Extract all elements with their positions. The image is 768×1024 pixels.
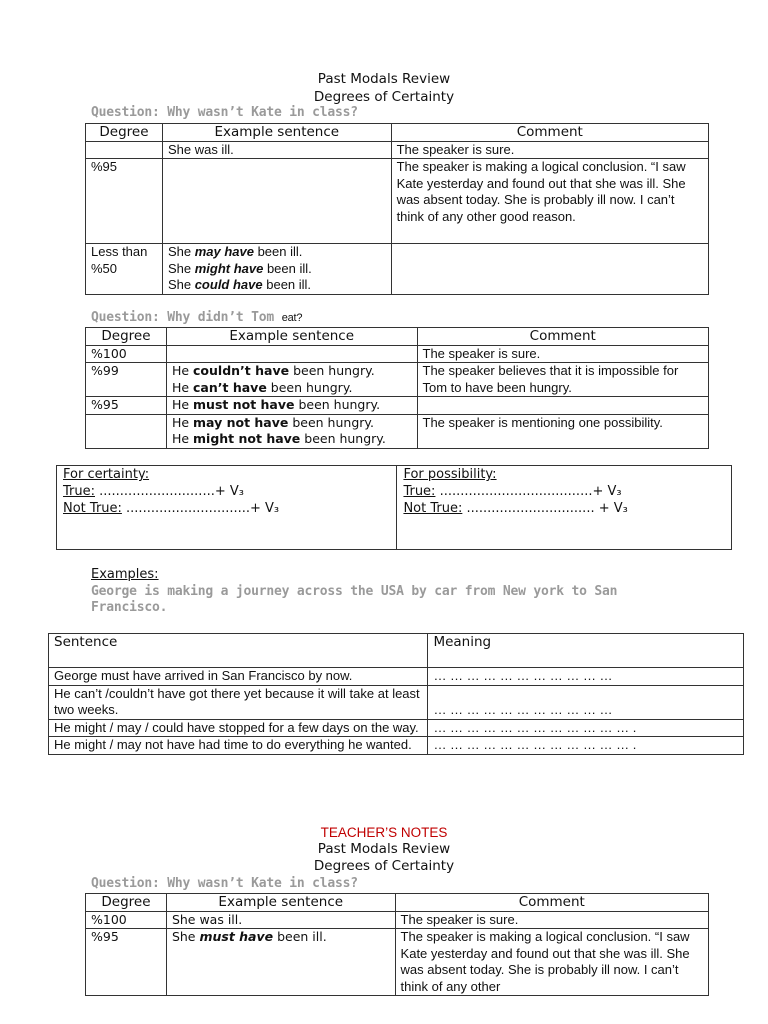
example-line: She may have been ill. (167, 244, 303, 259)
example-cell: She must have been ill. (166, 929, 395, 996)
header-example: Example sentence (166, 328, 417, 346)
sentence-cell: George must have arrived in San Francisco by now. (49, 668, 428, 686)
possibility-title: For possibility: (403, 467, 497, 482)
meaning-cell: … … … … … … … … … … … (428, 668, 744, 686)
comment-cell: The speaker believes that it is impossible for Tom to have been hungry. (417, 363, 709, 397)
example-line: He can’t have been hungry. (171, 379, 353, 395)
table-row (86, 159, 709, 244)
sentence-cell: He might / may / could have stopped for a few days on the way. (49, 719, 428, 737)
degree-cell: %100 (86, 911, 167, 929)
example-cell (162, 159, 391, 244)
certainty-table-kate (85, 123, 709, 295)
degree-cell: %99 (86, 363, 167, 397)
header-meaning: Meaning (428, 634, 744, 668)
certainty-formula (57, 466, 397, 550)
table-row (86, 363, 709, 397)
table-row (86, 397, 709, 415)
example-cell (166, 414, 417, 448)
header-degree: Degree (86, 328, 167, 346)
comment-cell (417, 397, 709, 415)
possibility-not-true-line: Not True: ............................... + V₃ (403, 501, 628, 516)
certainty-true-line: True: ............................+ V₃ (63, 484, 244, 499)
table-row (49, 719, 744, 737)
teacher-certainty-table (85, 893, 709, 996)
table-row (86, 414, 709, 448)
teacher-notes-heading: TEACHER’S NOTES (320, 825, 448, 840)
table-row (49, 668, 744, 686)
table-row (86, 244, 709, 295)
examples-table (48, 633, 744, 755)
header-comment: Comment (395, 894, 708, 912)
teacher-question-kate: Question: Why wasn’t Kate in class? (91, 876, 358, 891)
example-cell (166, 363, 417, 397)
degree-cell (86, 141, 163, 159)
example-line: He might not have been hungry. (171, 431, 386, 446)
examples-label: Examples: (91, 567, 159, 582)
meaning-cell: … … … … … … … … … … … (428, 685, 744, 719)
possibility-formula (397, 466, 732, 550)
example-cell: She was ill. (166, 911, 395, 929)
table-row (86, 911, 709, 929)
header-example: Example sentence (166, 894, 395, 912)
header-sentence: Sentence (49, 634, 428, 668)
degree-cell: %95 (86, 929, 167, 996)
header-degree: Degree (86, 124, 163, 142)
page-title: Past Modals Review (317, 71, 451, 87)
question-tom: Question: Why didn’t Tom eat? (91, 310, 303, 325)
comment-cell: The speaker is making a logical conclusion. “I saw Kate yesterday and found out that she was ill. She was absent today. She is probably ill now. I can’t think of any other good reason. (391, 159, 708, 244)
certainty-title: For certainty: (63, 467, 150, 482)
comment-cell: The speaker is sure. (391, 141, 708, 159)
page-subtitle: Degrees of Certainty (313, 89, 455, 105)
example-cell (166, 397, 417, 415)
comment-cell: The speaker is mentioning one possibility. (417, 414, 709, 448)
example-line: He couldn’t have been hungry. (171, 363, 375, 378)
example-line: She might have been ill. (167, 260, 312, 276)
header-example: Example sentence (162, 124, 391, 142)
table-row (86, 141, 709, 159)
header-comment: Comment (417, 328, 709, 346)
degree-cell (86, 414, 167, 448)
teacher-title: Past Modals Review (317, 841, 451, 857)
table-row (49, 737, 744, 755)
table-row (86, 345, 709, 363)
degree-cell: Less than %50 (86, 244, 163, 295)
example-line: He must not have been hungry. (171, 397, 381, 412)
example-cell (162, 244, 391, 295)
comment-cell: The speaker is sure. (395, 911, 708, 929)
sentence-cell: He can’t /couldn’t have got there yet because it will take at least two weeks. (49, 685, 428, 719)
degree-cell: %100 (86, 345, 167, 363)
example-line: He may not have been hungry. (171, 414, 374, 430)
certainty-table-tom (85, 327, 709, 449)
example-line: She could have been ill. (167, 277, 312, 292)
degree-cell: %95 (86, 159, 163, 244)
question-kate: Question: Why wasn’t Kate in class? (91, 105, 358, 120)
comment-cell (391, 244, 708, 295)
examples-scenario: George is making a journey across the USA by car from New york to San Francisco. (91, 584, 618, 615)
comment-cell: The speaker is making a logical conclusion. “I saw Kate yesterday and found out that she was ill. She was absent today. She is probably ill now. I can’t think of any other (395, 929, 708, 996)
header-degree: Degree (86, 894, 167, 912)
example-cell (166, 345, 417, 363)
formula-box (56, 465, 732, 550)
possibility-true-line: True: .....................................+ V₃ (403, 484, 622, 499)
degree-cell: %95 (86, 397, 167, 415)
meaning-cell: … … … … … … … … … … … … . (428, 719, 744, 737)
table-row (49, 685, 744, 719)
sentence-cell: He might / may not have had time to do everything he wanted. (49, 737, 428, 755)
meaning-cell: … … … … … … … … … … … … . (428, 737, 744, 755)
comment-cell: The speaker is sure. (417, 345, 709, 363)
example-cell: She was ill. (162, 141, 391, 159)
certainty-not-true-line: Not True: ..............................+ V₃ (63, 501, 280, 516)
table-row (86, 929, 709, 996)
header-comment: Comment (391, 124, 708, 142)
teacher-subtitle: Degrees of Certainty (313, 858, 455, 874)
